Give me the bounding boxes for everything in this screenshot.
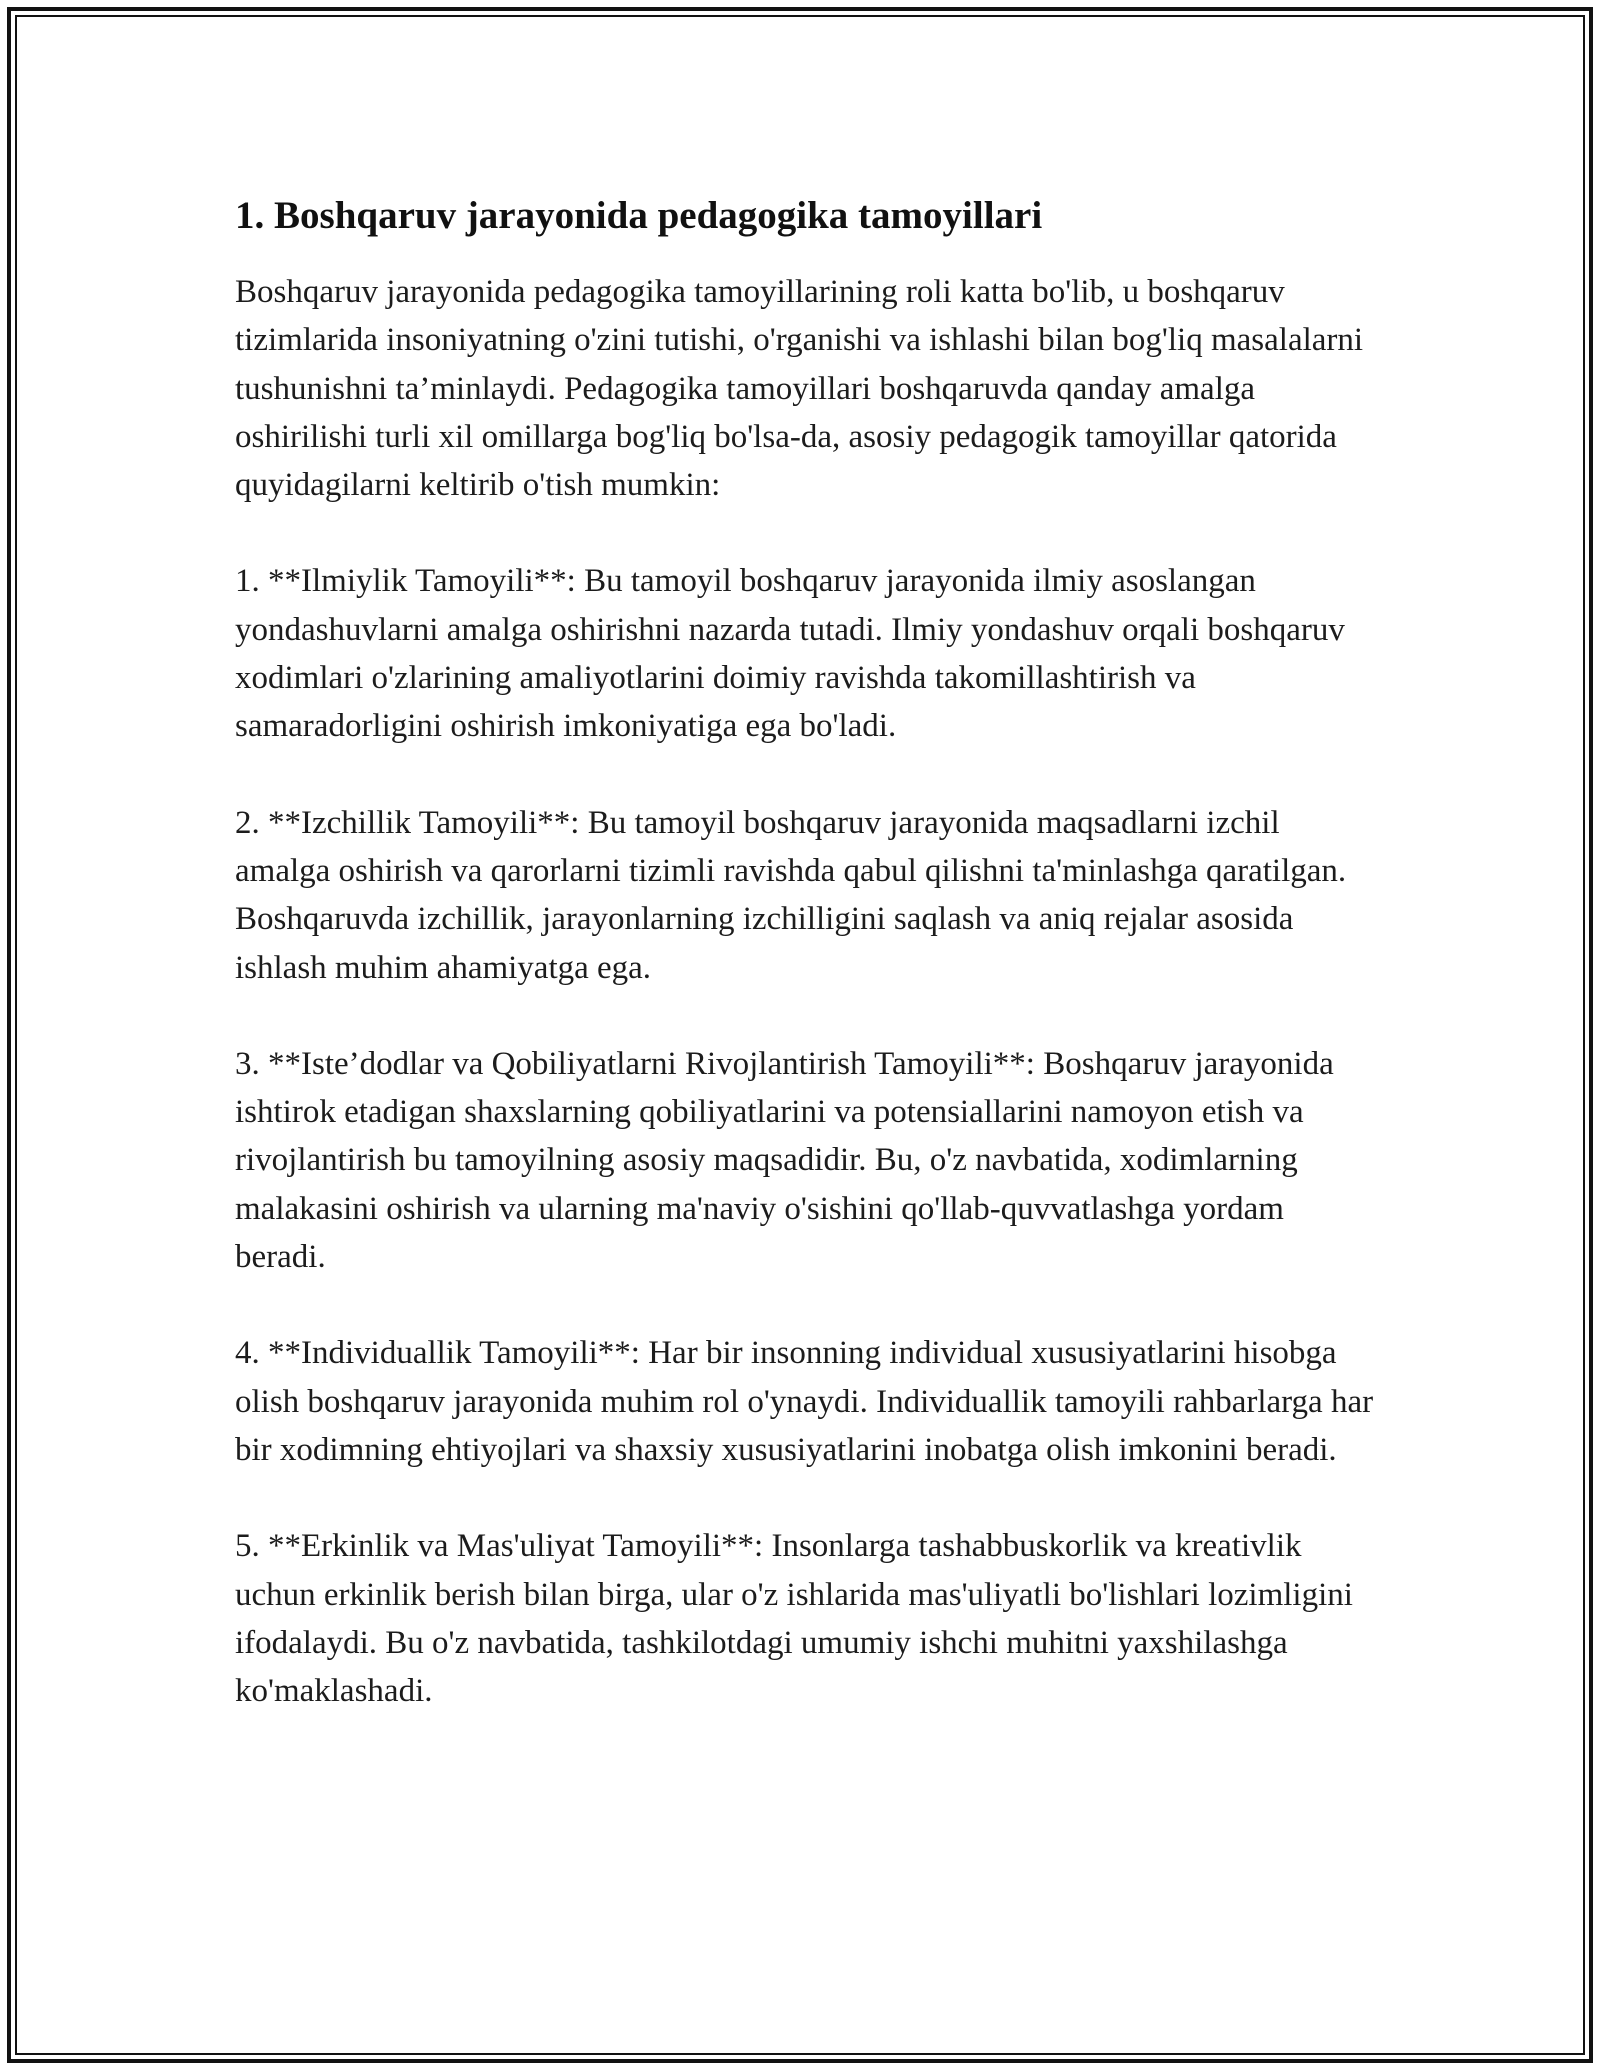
principle-paragraph-istedodlar: 3. **Iste’dodlar va Qobiliyatlarni Rivojlantirish Tamoyili**: Boshqaruv jarayonida ishtirok etadigan shaxslarning qobiliyatlarini va potensiallarini namoyon etish va rivojlantirish bu tamoyilning asosiy maqsadidir. Bu, o'z navbatida, xodimlarning malakasini oshirish va ularning ma'naviy o'sishini qo'llab-quvvatlashga yordam beradi.	[235, 1045, 1334, 1276]
principle-paragraph-erkinlik: 5. **Erkinlik va Mas'uliyat Tamoyili**: Insonlarga tashabbuskorlik va kreativlik uchun erkinlik berish bilan birga, ular o'z ishlarida mas'uliyatli bo'lishlari lozimligini ifodalaydi. Bu o'z navbatida, tashkilotdagi umumiy ishchi muhitni yaxshilashga ko'maklashadi.	[235, 1528, 1353, 1710]
intro-paragraph: Boshqaruv jarayonida pedagogika tamoyillarining roli katta bo'lib, u boshqaruv tizimlarida insoniyatning o'zini tutishi, o'rganishi va ishlashi bilan bog'liq masalalarni tushunishni ta’minlaydi. Pedagogika tamoyillari boshqaruvda qanday amalga oshirilishi turli xil omillarga bog'liq bo'lsa-da, asosiy pedagogik tamoyillar qatorida quyidagilarni keltirib o'tish mumkin:	[235, 274, 1364, 504]
principle-paragraph-individuallik: 4. **Individuallik Tamoyili**: Har bir insonning individual xususiyatlarini hisobga olish boshqaruv jarayonida muhim rol o'ynaydi. Individuallik tamoyili rahbarlarga har bir xodimning ehtiyojlari va shaxsiy xususiyatlarini inobatga olish imkonini beradi.	[235, 1335, 1374, 1468]
principle-paragraph-izchillik: 2. **Izchillik Tamoyili**: Bu tamoyil boshqaruv jarayonida maqsadlarni izchil amalga oshirish va qarorlarni tizimli ravishda qabul qilishni ta'minlashga qaratilgan. Boshqaruvda izchillik, jarayonlarning izchilligini saqlash va aniq rejalar asosida ishlash muhim ahamiyatga ega.	[235, 804, 1347, 986]
document-body	[235, 188, 1375, 1763]
section-title: 1. Boshqaruv jarayonida pedagogika tamoyillari	[235, 194, 1043, 237]
principle-paragraph-ilmiylik: 1. **Ilmiylik Tamoyili**: Bu tamoyil boshqaruv jarayonida ilmiy asoslangan yondashuvlarni amalga oshirishni nazarda tutadi. Ilmiy yondashuv orqali boshqaruv xodimlari o'zlarining amaliyotlarini doimiy ravishda takomillashtirish va samaradorligini oshirish imkoniyatiga ega bo'ladi.	[235, 563, 1345, 745]
